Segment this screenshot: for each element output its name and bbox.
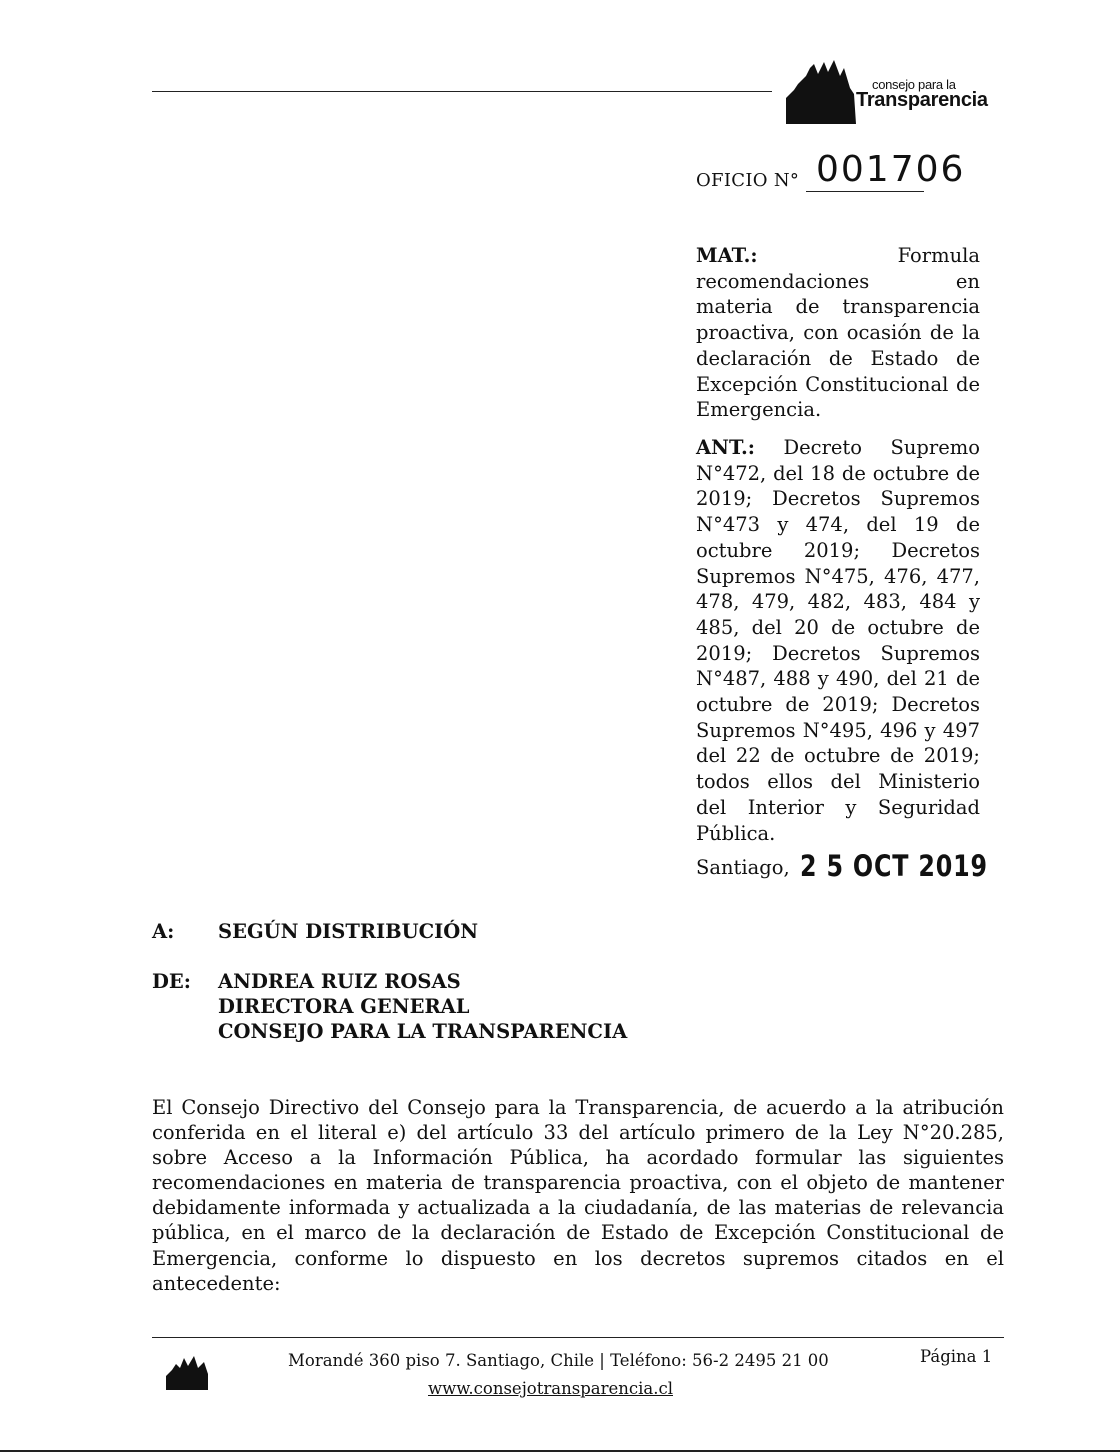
logo-small-text: consejo para la (872, 77, 956, 92)
place-label: Santiago, (696, 856, 790, 879)
footer-logo-icon (164, 1352, 210, 1392)
ant-label: ANT.: (696, 436, 755, 459)
footer-rule (152, 1337, 1004, 1338)
from-name: ANDREA RUIZ ROSAS (218, 970, 461, 993)
from-role: DIRECTORA GENERAL (218, 995, 470, 1018)
oficio-label: OFICIO N° (696, 170, 800, 191)
mat-block (696, 243, 980, 423)
header-rule (152, 91, 772, 92)
ant-block (696, 435, 980, 846)
footer-website-link[interactable]: www.consejotransparencia.cl (428, 1379, 673, 1398)
page-number: Página 1 (920, 1347, 993, 1366)
from-label: DE: (152, 970, 191, 993)
date-stamp: 2 5 OCT 2019 (800, 849, 988, 883)
to-label: A: (152, 920, 175, 943)
to-value: SEGÚN DISTRIBUCIÓN (218, 920, 479, 943)
logo-big-text: Transparencia (856, 89, 988, 111)
footer-address: Morandé 360 piso 7. Santiago, Chile | Teléfono: 56-2 2495 21 00 (288, 1351, 829, 1370)
from-org: CONSEJO PARA LA TRANSPARENCIA (218, 1020, 628, 1043)
bottom-rule (0, 1450, 1120, 1452)
ant-text: Decreto Supremo N°472, del 18 de octubre de 2019; Decretos Supremos N°473 y 474, del 19 de octubre 2019; Decretos Supremos N°475, 476, 477, 478, 479, 482, 483, 484 y 485, del 20 de octubre de 2019; Decretos Supremos N°487, 488 y 490, del 21 de octubre de 2019; Decretos Supremos N°495, 496 y 497 del 22 de octubre de 2019; todos ellos del Ministerio del Interior y Seguridad Pública. (696, 436, 980, 845)
oficio-underline (806, 191, 924, 192)
body-paragraph: El Consejo Directivo del Consejo para la Transparencia, de acuerdo a la atribución conferida en el literal e) del artículo 33 del artículo primero de la Ley N°20.285, sobre Acceso a la Información Pública, ha acordado formular las siguientes recomendaciones en materia de transparencia proactiva, con el objeto de mantener debidamente informada y actualizada a la ciudadanía, de las materias de relevancia pública, en el marco de la declaración de Estado de Excepción Constitucional de Emergencia, conforme lo dispuesto en los decretos supremos citados en el antecedente: (152, 1096, 1004, 1295)
oficio-number: 001706 (816, 149, 966, 190)
mat-label: MAT.: (696, 244, 758, 267)
mat-text: Formula recomendaciones en materia de transparencia proactiva, con ocasión de la declaración de Estado de Excepción Constitucional de Emergencia. (696, 244, 980, 422)
